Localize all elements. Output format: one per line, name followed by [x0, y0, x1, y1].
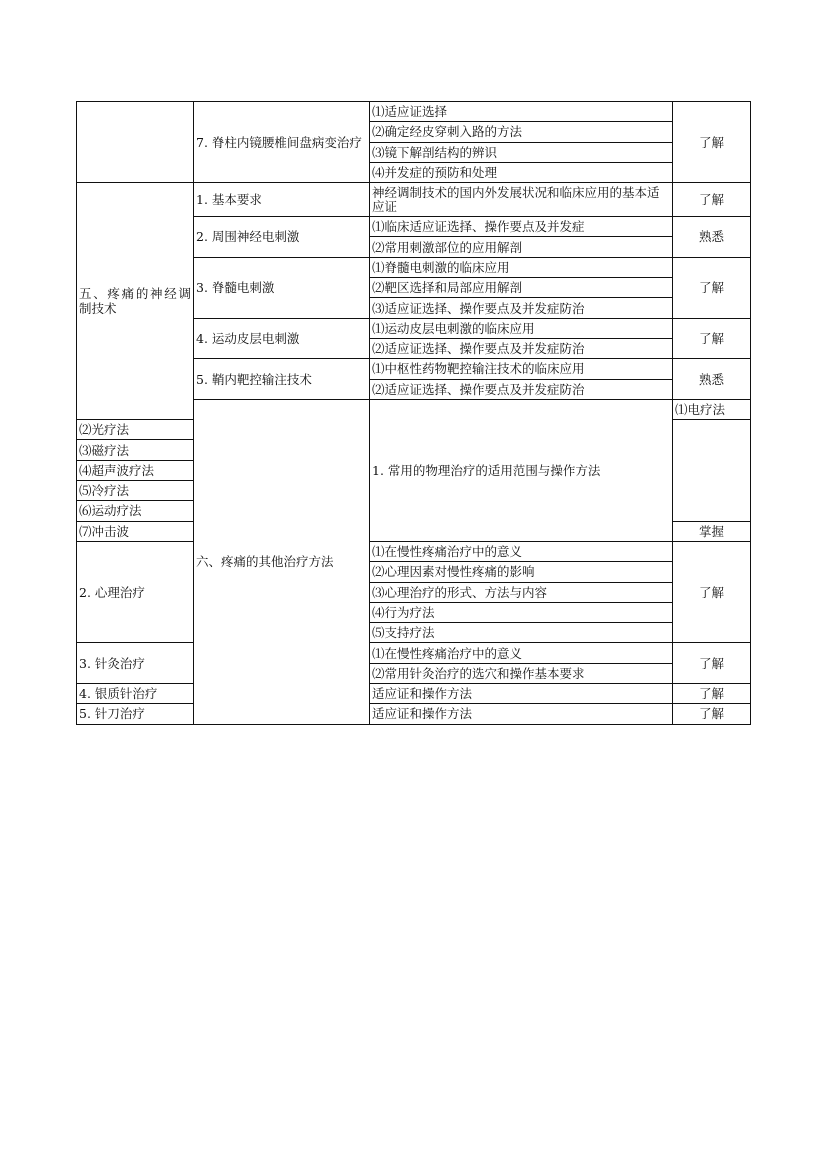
content-cell: ⑺冲击波 — [77, 521, 194, 541]
content-cell: ⑴在慢性疼痛治疗中的意义 — [370, 541, 673, 561]
table-row — [77, 704, 751, 724]
item-cell: 5. 针刀治疗 — [77, 704, 194, 724]
content-cell: ⑴在慢性疼痛治疗中的意义 — [370, 643, 673, 663]
content-cell: ⑴电疗法 — [673, 399, 751, 419]
content-cell: 适应证和操作方法 — [370, 704, 673, 724]
level-cell: 了解 — [673, 684, 751, 704]
content-cell: ⑴临床适应证选择、操作要点及并发症 — [370, 217, 673, 237]
table-row — [77, 183, 751, 217]
level-cell: 了解 — [673, 102, 751, 183]
content-cell: ⑵确定经皮穿刺入路的方法 — [370, 122, 673, 142]
level-cell: 了解 — [673, 257, 751, 318]
level-cell: 了解 — [673, 643, 751, 684]
level-cell: 了解 — [673, 183, 751, 217]
item-cell: 1. 常用的物理治疗的适用范围与操作方法 — [370, 399, 673, 541]
content-cell: ⑸冷疗法 — [77, 481, 194, 501]
item-cell: 4. 运动皮层电刺激 — [194, 318, 370, 359]
table-row — [77, 102, 751, 122]
item-cell: 3. 脊髓电刺激 — [194, 257, 370, 318]
content-cell: ⑵适应证选择、操作要点及并发症防治 — [370, 338, 673, 358]
item-cell: 2. 周围神经电刺激 — [194, 217, 370, 258]
table-row — [77, 541, 751, 561]
unit-cell: 六、疼痛的其他治疗方法 — [194, 399, 370, 724]
content-cell: ⑹运动疗法 — [77, 501, 194, 521]
item-cell: 7. 脊柱内镜腰椎间盘病变治疗 — [194, 102, 370, 183]
content-cell: ⑶适应证选择、操作要点及并发症防治 — [370, 298, 673, 318]
content-cell: ⑵常用刺激部位的应用解剖 — [370, 237, 673, 257]
level-cell: 了解 — [673, 541, 751, 642]
content-cell: ⑷超声波疗法 — [77, 460, 194, 480]
content-cell: ⑶心理治疗的形式、方法与内容 — [370, 582, 673, 602]
content-cell: ⑵常用针灸治疗的选穴和操作基本要求 — [370, 663, 673, 683]
content-cell: 适应证和操作方法 — [370, 684, 673, 704]
level-cell: 了解 — [673, 704, 751, 724]
unit-cell — [77, 102, 194, 183]
syllabus-table — [76, 101, 751, 725]
content-cell: ⑷并发症的预防和处理 — [370, 162, 673, 182]
item-cell: 5. 鞘内靶控输注技术 — [194, 359, 370, 400]
content-cell: ⑶镜下解剖结构的辨识 — [370, 142, 673, 162]
table-row — [77, 684, 751, 704]
level-cell: 了解 — [673, 318, 751, 359]
content-cell: 神经调制技术的国内外发展状况和临床应用的基本适应证 — [370, 183, 673, 217]
content-cell: ⑵心理因素对慢性疼痛的影响 — [370, 562, 673, 582]
level-cell: 掌握 — [673, 521, 751, 541]
content-cell: ⑶磁疗法 — [77, 440, 194, 460]
content-cell: ⑴适应证选择 — [370, 102, 673, 122]
content-cell: ⑵适应证选择、操作要点及并发症防治 — [370, 379, 673, 399]
content-cell: ⑴脊髓电刺激的临床应用 — [370, 257, 673, 277]
item-cell: 2. 心理治疗 — [77, 541, 194, 642]
content-cell: ⑴中枢性药物靶控输注技术的临床应用 — [370, 359, 673, 379]
content-cell: ⑵靶区选择和局部应用解剖 — [370, 278, 673, 298]
item-cell: 4. 银质针治疗 — [77, 684, 194, 704]
content-cell: ⑴运动皮层电刺激的临床应用 — [370, 318, 673, 338]
table-row — [77, 643, 751, 663]
content-cell: ⑵光疗法 — [77, 420, 194, 440]
item-cell: 1. 基本要求 — [194, 183, 370, 217]
item-cell: 3. 针灸治疗 — [77, 643, 194, 684]
level-cell: 熟悉 — [673, 217, 751, 258]
unit-cell: 五、疼痛的神经调制技术 — [77, 183, 194, 420]
content-cell: ⑸支持疗法 — [370, 623, 673, 643]
level-cell: 熟悉 — [673, 359, 751, 400]
content-cell: ⑷行为疗法 — [370, 602, 673, 622]
